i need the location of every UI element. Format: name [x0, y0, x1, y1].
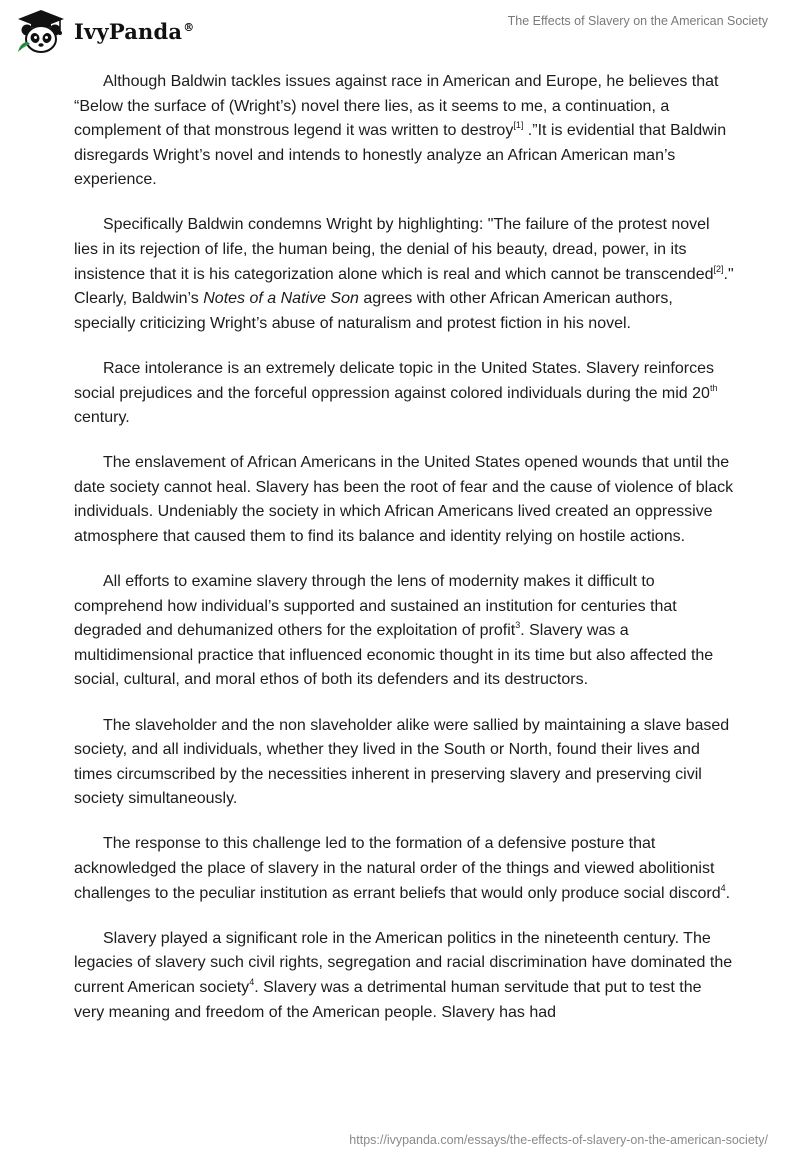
source-url-link[interactable]: https://ivypanda.com/essays/the-effects-of-slavery-on-the-american-society/ [349, 1133, 768, 1147]
ivypanda-logo[interactable] [14, 8, 194, 54]
footnote-ref[interactable]: 3 [515, 620, 521, 631]
footnote-ref[interactable]: 4 [720, 882, 726, 893]
paragraph-3: Race intolerance is an extremely delicate topic in the United States. Slavery reinforces social prejudices and the forceful oppression against colored individuals during the mid 20th century. [74, 359, 718, 427]
paragraph-8: Slavery played a significant role in the American politics in the nineteenth century. The legacies of slavery such civil rights, segregation and racial discrimination have dominated the current American society$^4$. Slavery was a detrimental human servitude that put to test the very meaning and freedom of the American people. Slavery has had [74, 929, 733, 1021]
ordinal-suffix: th [709, 382, 718, 393]
page-header [0, 0, 800, 60]
footnote-ref[interactable]: 4 [249, 976, 255, 987]
paragraph-5: All efforts to examine slavery through the lens of modernity makes it difficult to comprehend how individual’s supported and sustained an institution for centuries that degraded and dehumanized others for the exploitation of profit$^3$. Slavery was a multidimensional practice that influenced economic thought in its time but also affected the social, cultural, and moral ethos of both its defenders and its destructors. [74, 573, 714, 689]
document-title: The Effects of Slavery on the American Society [507, 14, 768, 28]
footnote-ref[interactable]: [2] [713, 263, 724, 274]
essay-body [74, 70, 734, 1046]
paragraph-7: The response to this challenge led to the formation of a defensive posture that acknowledged the place of slavery in the natural order of the things and viewed abolitionist challenges to the peculiar institution as errant beliefs that would only produce social discord$^4$. [74, 835, 731, 902]
footnote-ref[interactable]: [1] [513, 120, 524, 131]
book-title: Notes of a Native Son [203, 290, 359, 308]
paragraph-6: The slaveholder and the non slaveholder alike were sallied by maintaining a slave based society, and all individuals, whether they lived in the South or North, found their lives and times circumscribed by the necessities inherent in preserving slavery and preserving civil society simultaneously. [74, 716, 730, 808]
panda-graduate-icon [14, 8, 68, 54]
registered-mark: ® [183, 20, 195, 34]
paragraph-2: Specifically Baldwin condemns Wright by highlighting: "The failure of the protest novel lies in its rejection of life, the human being, the denial of his beauty, dread, power, in its insistence that it is his categorization alone which is real and which cannot be transcended[2]." Clearly, Baldwin’s Notes of a Native Son agrees with other African American authors, specially criticizing Wright’s abuse of naturalism and protest fiction in his novel. [74, 216, 734, 332]
logo-wordmark: IvyPanda® [74, 18, 195, 44]
paragraph-4: The enslavement of African Americans in the United States opened wounds that until the date society cannot heal. Slavery has been the root of fear and the cause of violence of black individuals. Undeniably the society in which African Americans lived created an oppressive atmosphere that caused them to find its balance and identity relying on hostile actions. [74, 454, 734, 545]
paragraph-1: Although Baldwin tackles issues against race in American and Europe, he believes that “Below the surface of (Wright’s) novel there lies, as it seems to me, a continuation, a complement of that monstrous legend it was written to destroy[1] .”It is evidential that Baldwin disregards Wright’s novel and intends to honestly analyze an African American man’s experience. [74, 73, 727, 189]
